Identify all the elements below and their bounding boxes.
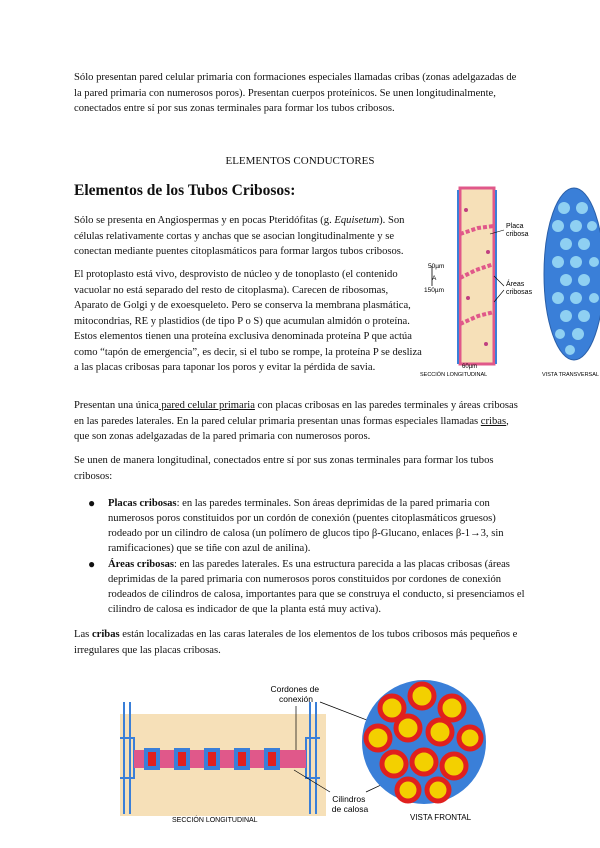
frontal-view — [362, 680, 486, 804]
figure1-caption-longitudinal: SECCIÓN LONGITUDINAL — [420, 372, 488, 378]
paragraph-pared-celular: Presentan una única pared celular primaria con placas cribosas en las paredes terminales y áreas cribosas en las paredes laterales. En la pared celular primaria presentan unas formas especiales llamadas cribas, que son zonas adelgazadas de la pared primaria con numerosos poros. — [74, 400, 518, 442]
svg-text:Áreas cribosas — [506, 279, 533, 296]
label-areas-cribosas-1: Áreas — [506, 281, 525, 288]
list-item: ● Áreas cribosas: en las paredes laterales. Es una estructura parecida a las placas cribosas (áreas deprimidas de la pared primaria con numerosos poros constituidos por cordones de conexión rodeados de cilindros de calosa, importantes para que se construya el conducto, si presenciamos el cilindro de calosa es indicador de que la planta está muy activa). — [88, 557, 525, 615]
paragraph-union-longitudinal: Se unen de manera longitudinal, conectados entre sí por sus zonas terminales para formar los tubos cribosos: — [74, 455, 494, 482]
section-heading: ELEMENTOS CONDUCTORES — [225, 155, 375, 167]
label-placa-cribosa-2: cribosa — [506, 231, 529, 238]
paragraph-protoplasto: El protoplasto está vivo, desprovisto de núcleo y de tonoplasto (el contenido vacuolar no está separado del resto de citoplasma). Carecen de ribosomas, Aparato de Golgi y de exoesqueleto. Pero se conserva la membrana plasmática, mitocondrias, RE y plastidios (de tipo P o S) que acumulan almidón o proteína. Estos elementos tienen una proteína exclusiva denominada proteína P que actúa como “tapón de emergencia”, es decir, si el tubo se rompe, la proteína P se desliza a las placas cribosas para taponar los poros y evitar la pérdida de savia. — [74, 269, 422, 373]
page-title: Elementos de los Tubos Cribosos: — [74, 182, 296, 199]
bullet-icon: ● — [88, 496, 96, 510]
label-areas-cribosas-2: cribosas — [506, 289, 533, 296]
link-cribas[interactable]: cribas — [480, 415, 507, 427]
transverse-view — [544, 188, 600, 360]
scale-label-3: 150µm — [424, 287, 445, 294]
label-cilindros-1: Cilindros — [332, 794, 366, 804]
longitudinal-tube — [432, 188, 496, 364]
svg-text:Placa cribosa — [506, 223, 529, 238]
bullet-list — [88, 496, 526, 617]
paragraph-angiospermas: Sólo se presenta en Angiospermas y en pocas Pteridófitas (g. Equisetum). Son células relativamente cortas y anchas que se asocian longitudinalmente y se conectan mediante puentes citoplasmáticos para formar largos tubos cribosos. — [74, 215, 405, 257]
scale-label-2: A — [432, 275, 437, 282]
label-cordones-1: Cordones de — [270, 684, 320, 694]
figure2-caption-longitudinal: SECCIÓN LONGITUDINAL — [172, 817, 258, 824]
svg-text:Cilindros de calosa — [332, 794, 369, 814]
figure-sieve-plate — [110, 672, 510, 832]
scale-label-4: 60µm — [462, 364, 478, 370]
label-placa-cribosa-1: Placa — [506, 223, 524, 230]
scale-label-1: 50µm — [428, 263, 445, 270]
paragraph-cribas: Las cribas están localizadas en las caras laterales de los elementos de los tubos cribosos más pequeños e irregulares que las placas cribosas. — [74, 629, 518, 656]
svg-text:Cordones de conexión — [270, 684, 321, 704]
figure-sieve-tube — [418, 186, 600, 382]
figure1-caption-transversal: VISTA TRANSVERSAL — [542, 372, 599, 378]
figure2-caption-frontal: VISTA FRONTAL — [410, 813, 472, 822]
list-item: ● Placas cribosas: en las paredes terminales. Son áreas deprimidas de la pared primaria con numerosos poros constituidos por un cordón de conexión (puentes citoplasmáticos gruesos) rodeado por un cilindro de calosa (un polímero de glucos tipo β-Glucano, enlaces β-1→3, sin ramificaciones) que se tiñe con azul de anilina). — [88, 496, 504, 554]
intro-paragraph: Sólo presentan pared celular primaria con formaciones especiales llamadas cribas (zonas adelgazadas de la pared primaria con numerosos poros). Presentan cuerpos proteínicos. Se unen longitudinalmente, conectados entre sí por sus zonas terminales para formar los tubos cribosos. — [74, 72, 517, 114]
label-cordones-2: conexión — [278, 694, 314, 704]
label-cilindros-2: de calosa — [331, 804, 369, 814]
longitudinal-section — [120, 702, 326, 816]
bullet-icon: ● — [88, 557, 96, 571]
link-pared-celular-primaria[interactable]: pared celular primaria — [158, 400, 255, 411]
